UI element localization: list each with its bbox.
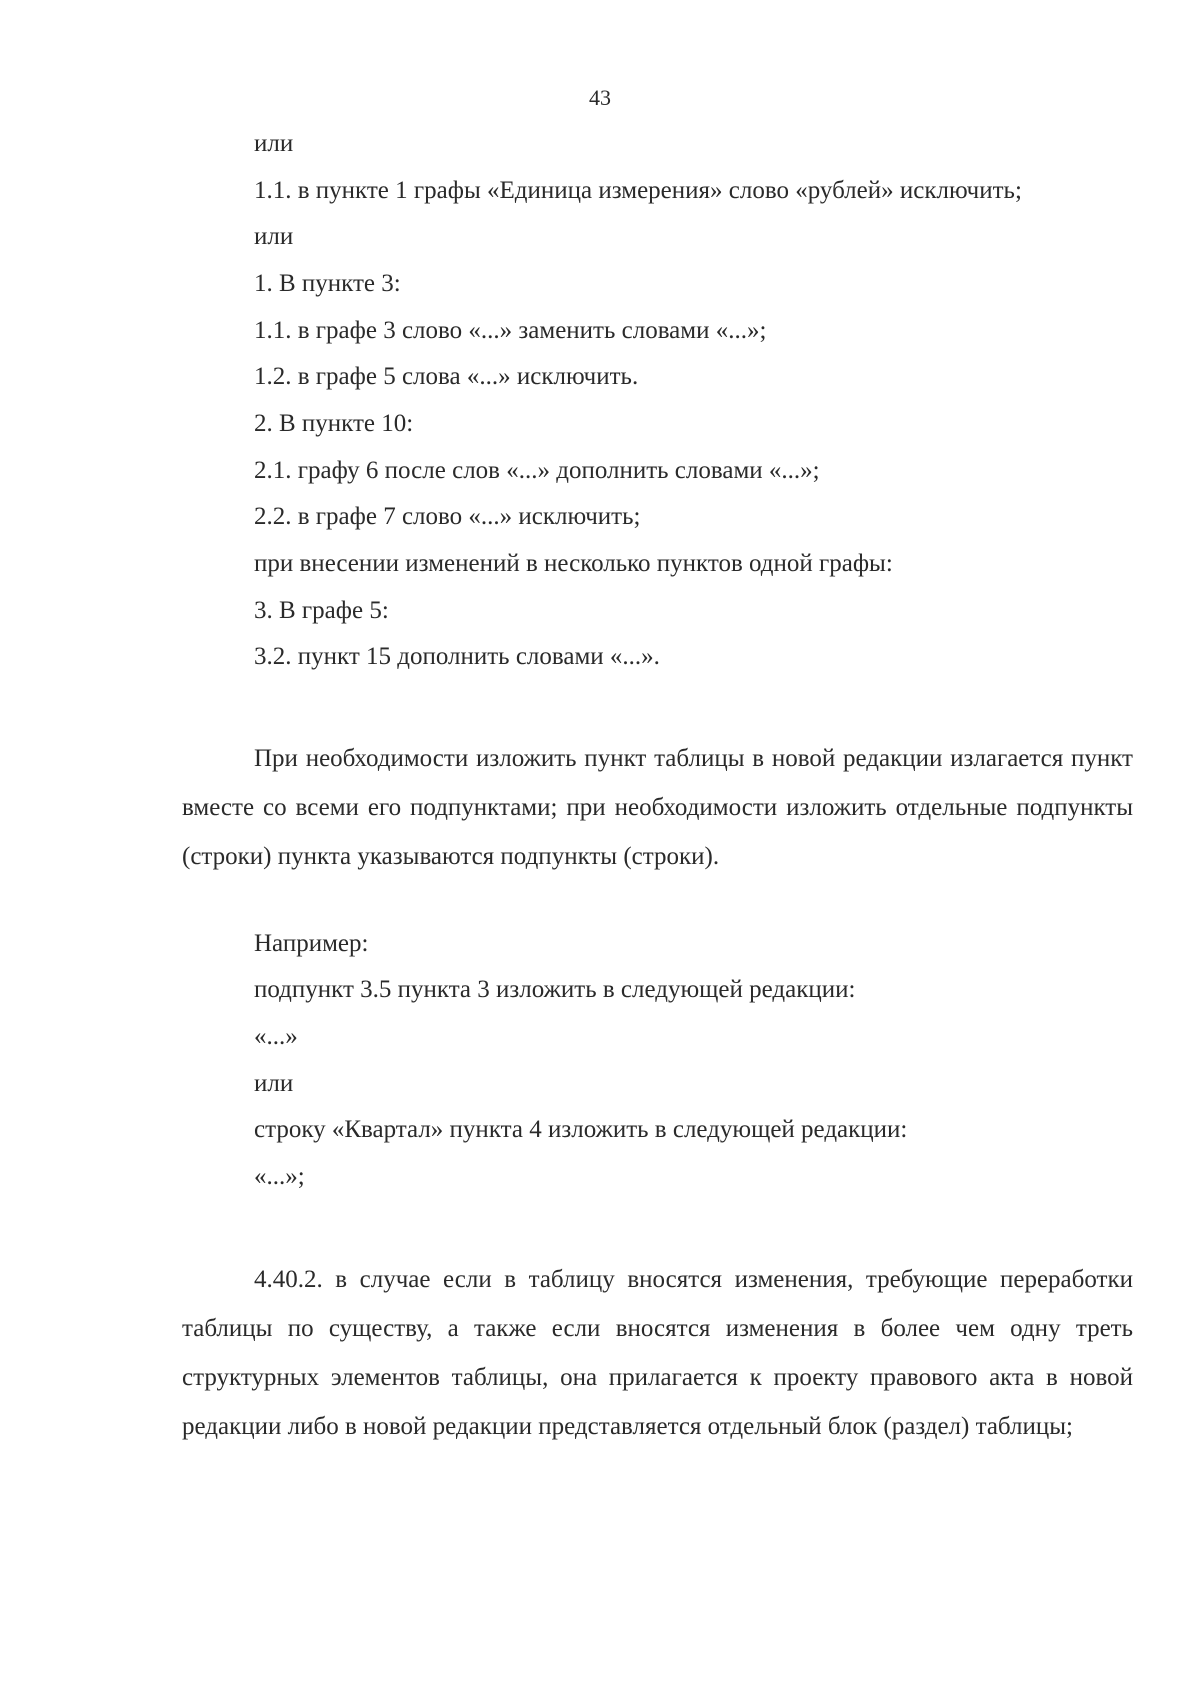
paragraph-4-40-2 <box>182 1255 1133 1451</box>
example-line: «...» <box>254 1023 298 1050</box>
example-line: или <box>254 1070 294 1097</box>
example-line: 1.2. в графе 5 слова «...» исключить. <box>254 363 639 390</box>
example-line: или <box>254 130 294 157</box>
paragraph-new-edition-text: При необходимости изложить пункт таблицы в новой редакции излагается пункт вместе со всеми его подпунктами; при необходимости изложить отдельные подпункты (строки) пункта указываются подпункты (строки). <box>182 745 1133 870</box>
example-line: 2. В пункте 10: <box>254 410 414 437</box>
paragraph-4-40-2-text: 4.40.2. в случае если в таблицу вносятся изменения, требующие переработки таблицы по существу, а также если вносятся изменения в более чем одну треть структурных элементов таблицы, она прилагается к проекту правового акта в новой редакции либо в новой редакции представляется отдельный блок (раздел) таблицы; <box>182 1266 1133 1440</box>
example-line: подпункт 3.5 пункта 3 изложить в следующей редакции: <box>254 976 856 1003</box>
example-line: строку «Квартал» пункта 4 изложить в следующей редакции: <box>254 1116 908 1143</box>
example-line: 3. В графе 5: <box>254 597 389 624</box>
example-line: 1.1. в пункте 1 графы «Единица измерения» слово «рублей» исключить; <box>254 177 1022 204</box>
paragraph-new-edition <box>182 734 1133 881</box>
example-line: 2.2. в графе 7 слово «...» исключить; <box>254 503 641 530</box>
example-line: или <box>254 223 294 250</box>
page-number: 43 <box>589 85 611 110</box>
example-line: Например: <box>254 930 369 957</box>
example-line: 1.1. в графе 3 слово «...» заменить словами «...»; <box>254 317 767 344</box>
example-line: при внесении изменений в несколько пунктов одной графы: <box>254 550 893 577</box>
example-line: «...»; <box>254 1163 305 1190</box>
example-line: 1. В пункте 3: <box>254 270 401 297</box>
example-line: 2.1. графу 6 после слов «...» дополнить словами «...»; <box>254 457 820 484</box>
example-line: 3.2. пункт 15 дополнить словами «...». <box>254 643 660 670</box>
